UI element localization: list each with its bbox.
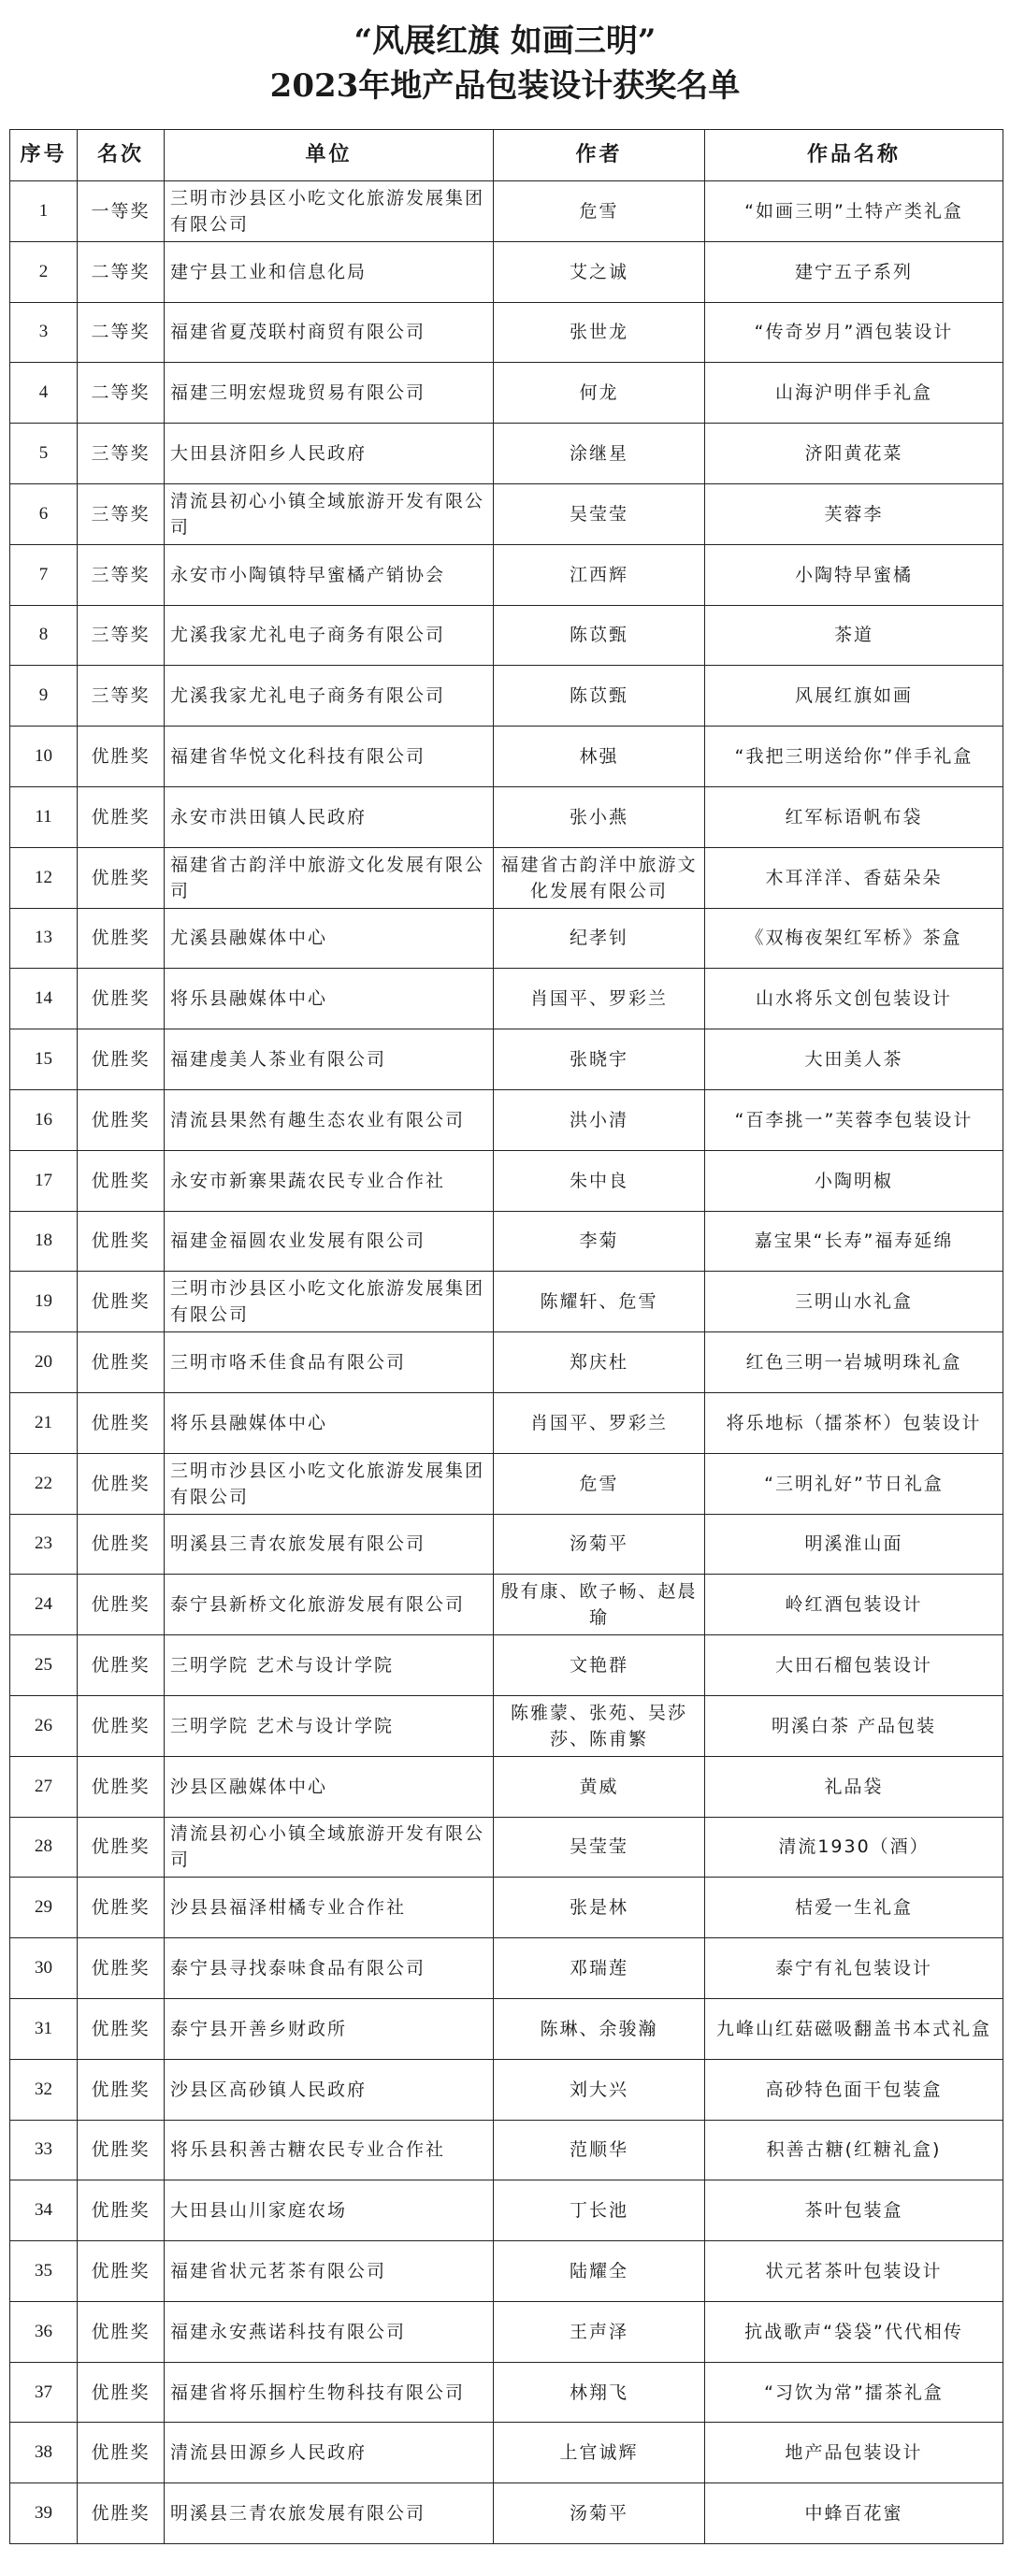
cell-index: 9 (10, 666, 78, 727)
cell-unit: 福建金福圆农业发展有限公司 (165, 1211, 494, 1272)
cell-work: 清流1930（酒） (705, 1817, 1003, 1878)
cell-work: 茶道 (705, 605, 1003, 666)
cell-rank: 优胜奖 (78, 1392, 165, 1453)
cell-rank: 优胜奖 (78, 2180, 165, 2241)
cell-index: 24 (10, 1575, 78, 1635)
cell-work: “如画三明”土特产类礼盒 (705, 181, 1003, 242)
cell-index: 31 (10, 1998, 78, 2059)
cell-index: 2 (10, 241, 78, 302)
cell-author: 范顺华 (494, 2120, 705, 2180)
cell-rank: 优胜奖 (78, 1332, 165, 1393)
table-row (10, 302, 1003, 363)
table-row (10, 2120, 1003, 2180)
cell-unit: 明溪县三青农旅发展有限公司 (165, 2483, 494, 2544)
cell-unit: 沙县区高砂镇人民政府 (165, 2059, 494, 2120)
cell-unit: 尤溪我家尤礼电子商务有限公司 (165, 666, 494, 727)
table-row (10, 1029, 1003, 1090)
cell-index: 27 (10, 1756, 78, 1817)
cell-rank: 优胜奖 (78, 1272, 165, 1332)
table-row (10, 666, 1003, 727)
table-row (10, 363, 1003, 424)
cell-unit: 三明市咯禾佳食品有限公司 (165, 1332, 494, 1393)
cell-work: 泰宁有礼包装设计 (705, 1938, 1003, 1999)
cell-index: 28 (10, 1817, 78, 1878)
cell-unit: 泰宁县寻找泰味食品有限公司 (165, 1938, 494, 1999)
cell-work: 风展红旗如画 (705, 666, 1003, 727)
cell-unit: 大田县山川家庭农场 (165, 2180, 494, 2241)
table-row (10, 2059, 1003, 2120)
cell-work: 三明山水礼盒 (705, 1272, 1003, 1332)
cell-rank: 优胜奖 (78, 1695, 165, 1756)
table-row (10, 1089, 1003, 1150)
cell-index: 20 (10, 1332, 78, 1393)
cell-unit: 三明市沙县区小吃文化旅游发展集团有限公司 (165, 1272, 494, 1332)
title-line-2: 2023年地产品包装设计获奖名单 (269, 67, 741, 105)
cell-author: 肖国平、罗彩兰 (494, 1392, 705, 1453)
cell-author: 陈苡甄 (494, 605, 705, 666)
cell-work: 嘉宝果“长寿”福寿延绵 (705, 1211, 1003, 1272)
cell-index: 11 (10, 786, 78, 847)
cell-work: 山水将乐文创包装设计 (705, 969, 1003, 1029)
table-row (10, 1817, 1003, 1878)
cell-index: 39 (10, 2483, 78, 2544)
cell-work: 芙蓉李 (705, 483, 1003, 544)
table-row (10, 1998, 1003, 2059)
cell-unit: 永安市新寨果蔬农民专业合作社 (165, 1150, 494, 1211)
cell-author: 陈雅蒙、张苑、吴莎莎、陈甫繁 (494, 1695, 705, 1756)
cell-work: 积善古糖(红糖礼盒) (705, 2120, 1003, 2180)
cell-author: 黄威 (494, 1756, 705, 1817)
table-row (10, 1575, 1003, 1635)
cell-author: 何龙 (494, 363, 705, 424)
cell-rank: 三等奖 (78, 424, 165, 484)
cell-rank: 优胜奖 (78, 1150, 165, 1211)
cell-unit: 三明学院 艺术与设计学院 (165, 1635, 494, 1696)
table-row (10, 181, 1003, 242)
table-row (10, 2483, 1003, 2544)
cell-rank: 优胜奖 (78, 786, 165, 847)
cell-rank: 优胜奖 (78, 2059, 165, 2120)
cell-unit: 清流县初心小镇全域旅游开发有限公司 (165, 483, 494, 544)
cell-author: 陈琳、余骏瀚 (494, 1998, 705, 2059)
cell-work: 高砂特色面干包装盒 (705, 2059, 1003, 2120)
cell-author: 文艳群 (494, 1635, 705, 1696)
table-row (10, 424, 1003, 484)
cell-work: “三明礼好”节日礼盒 (705, 1453, 1003, 1514)
cell-unit: 泰宁县新桥文化旅游发展有限公司 (165, 1575, 494, 1635)
cell-author: 危雪 (494, 1453, 705, 1514)
cell-index: 10 (10, 727, 78, 787)
cell-work: 木耳洋洋、香菇朵朵 (705, 847, 1003, 908)
cell-author: 张世龙 (494, 302, 705, 363)
cell-work: 小陶明椒 (705, 1150, 1003, 1211)
cell-author: 江西辉 (494, 544, 705, 605)
cell-rank: 二等奖 (78, 302, 165, 363)
cell-unit: 沙县县福泽柑橘专业合作社 (165, 1878, 494, 1938)
cell-work: 将乐地标（擂茶杯）包装设计 (705, 1392, 1003, 1453)
header-work: 作品名称 (705, 130, 1003, 181)
cell-unit: 沙县区融媒体中心 (165, 1756, 494, 1817)
cell-unit: 福建虔美人茶业有限公司 (165, 1029, 494, 1090)
cell-author: 王声泽 (494, 2301, 705, 2362)
cell-rank: 优胜奖 (78, 2483, 165, 2544)
cell-work: “百李挑一”芙蓉李包装设计 (705, 1089, 1003, 1150)
cell-index: 38 (10, 2423, 78, 2483)
table-row (10, 727, 1003, 787)
cell-author: 危雪 (494, 181, 705, 242)
cell-work: 抗战歌声“袋袋”代代相传 (705, 2301, 1003, 2362)
cell-index: 14 (10, 969, 78, 1029)
table-row (10, 1150, 1003, 1211)
table-row (10, 2301, 1003, 2362)
cell-rank: 优胜奖 (78, 1817, 165, 1878)
cell-rank: 优胜奖 (78, 1756, 165, 1817)
cell-index: 29 (10, 1878, 78, 1938)
cell-unit: 将乐县融媒体中心 (165, 969, 494, 1029)
cell-rank: 优胜奖 (78, 2301, 165, 2362)
cell-work: 《双梅夜架红军桥》茶盒 (705, 908, 1003, 969)
cell-index: 21 (10, 1392, 78, 1453)
cell-author: 邓瑞莲 (494, 1938, 705, 1999)
cell-work: “传奇岁月”酒包装设计 (705, 302, 1003, 363)
table-row (10, 2362, 1003, 2423)
cell-rank: 二等奖 (78, 241, 165, 302)
cell-rank: 优胜奖 (78, 727, 165, 787)
cell-index: 13 (10, 908, 78, 969)
header-rank: 名次 (78, 130, 165, 181)
table-row (10, 483, 1003, 544)
cell-work: 红色三明一岩城明珠礼盒 (705, 1332, 1003, 1393)
cell-unit: 建宁县工业和信息化局 (165, 241, 494, 302)
cell-author: 张小燕 (494, 786, 705, 847)
cell-work: 明溪淮山面 (705, 1514, 1003, 1575)
cell-rank: 优胜奖 (78, 1089, 165, 1150)
table-row (10, 969, 1003, 1029)
table-row (10, 2241, 1003, 2302)
cell-author: 汤菊平 (494, 1514, 705, 1575)
cell-unit: 福建永安燕诺科技有限公司 (165, 2301, 494, 2362)
cell-index: 4 (10, 363, 78, 424)
table-row (10, 1695, 1003, 1756)
cell-unit: 将乐县融媒体中心 (165, 1392, 494, 1453)
award-table (9, 129, 1003, 2544)
cell-unit: 永安市小陶镇特早蜜橘产销协会 (165, 544, 494, 605)
cell-author: 张晓宇 (494, 1029, 705, 1090)
cell-unit: 尤溪我家尤礼电子商务有限公司 (165, 605, 494, 666)
cell-author: 艾之诚 (494, 241, 705, 302)
table-row (10, 847, 1003, 908)
cell-author: 陈耀轩、危雪 (494, 1272, 705, 1332)
cell-author: 上官诚辉 (494, 2423, 705, 2483)
cell-work: 济阳黄花菜 (705, 424, 1003, 484)
cell-author: 汤菊平 (494, 2483, 705, 2544)
cell-author: 张是林 (494, 1878, 705, 1938)
cell-rank: 优胜奖 (78, 1453, 165, 1514)
header-index: 序号 (10, 130, 78, 181)
cell-unit: 福建省古韵洋中旅游文化发展有限公司 (165, 847, 494, 908)
table-header-row (10, 130, 1003, 181)
cell-index: 23 (10, 1514, 78, 1575)
cell-index: 37 (10, 2362, 78, 2423)
cell-unit: 尤溪县融媒体中心 (165, 908, 494, 969)
cell-rank: 一等奖 (78, 181, 165, 242)
cell-index: 34 (10, 2180, 78, 2241)
table-row (10, 1453, 1003, 1514)
cell-index: 1 (10, 181, 78, 242)
cell-work: 中蜂百花蜜 (705, 2483, 1003, 2544)
cell-unit: 清流县田源乡人民政府 (165, 2423, 494, 2483)
document-title (0, 0, 1010, 129)
cell-rank: 二等奖 (78, 363, 165, 424)
cell-unit: 福建省夏茂联村商贸有限公司 (165, 302, 494, 363)
cell-work: 小陶特早蜜橘 (705, 544, 1003, 605)
cell-index: 12 (10, 847, 78, 908)
cell-rank: 三等奖 (78, 666, 165, 727)
cell-unit: 大田县济阳乡人民政府 (165, 424, 494, 484)
cell-author: 林强 (494, 727, 705, 787)
cell-rank: 优胜奖 (78, 969, 165, 1029)
cell-unit: 福建省华悦文化科技有限公司 (165, 727, 494, 787)
cell-index: 33 (10, 2120, 78, 2180)
cell-index: 32 (10, 2059, 78, 2120)
cell-rank: 三等奖 (78, 605, 165, 666)
cell-work: 地产品包装设计 (705, 2423, 1003, 2483)
cell-index: 19 (10, 1272, 78, 1332)
cell-unit: 将乐县积善古糖农民专业合作社 (165, 2120, 494, 2180)
table-row (10, 2423, 1003, 2483)
cell-work: 状元茗茶叶包装设计 (705, 2241, 1003, 2302)
cell-rank: 优胜奖 (78, 1878, 165, 1938)
cell-rank: 优胜奖 (78, 1998, 165, 2059)
cell-unit: 福建省将乐掴柠生物科技有限公司 (165, 2362, 494, 2423)
cell-author: 福建省古韵洋中旅游文化发展有限公司 (494, 847, 705, 908)
cell-author: 李菊 (494, 1211, 705, 1272)
cell-author: 肖国平、罗彩兰 (494, 969, 705, 1029)
cell-author: 吴莹莹 (494, 1817, 705, 1878)
cell-work: 岭红酒包装设计 (705, 1575, 1003, 1635)
cell-author: 纪孝钊 (494, 908, 705, 969)
cell-unit: 福建省状元茗茶有限公司 (165, 2241, 494, 2302)
cell-rank: 优胜奖 (78, 1575, 165, 1635)
cell-unit: 三明市沙县区小吃文化旅游发展集团有限公司 (165, 1453, 494, 1514)
cell-index: 36 (10, 2301, 78, 2362)
cell-work: 红军标语帆布袋 (705, 786, 1003, 847)
cell-rank: 三等奖 (78, 544, 165, 605)
cell-rank: 优胜奖 (78, 2241, 165, 2302)
cell-index: 6 (10, 483, 78, 544)
cell-index: 15 (10, 1029, 78, 1090)
cell-rank: 优胜奖 (78, 1635, 165, 1696)
cell-index: 8 (10, 605, 78, 666)
cell-index: 30 (10, 1938, 78, 1999)
cell-work: 山海沪明伴手礼盒 (705, 363, 1003, 424)
cell-author: 林翔飞 (494, 2362, 705, 2423)
cell-work: 大田石榴包装设计 (705, 1635, 1003, 1696)
cell-author: 涂继星 (494, 424, 705, 484)
cell-unit: 清流县果然有趣生态农业有限公司 (165, 1089, 494, 1150)
cell-rank: 优胜奖 (78, 2423, 165, 2483)
table-row (10, 605, 1003, 666)
cell-index: 18 (10, 1211, 78, 1272)
table-row (10, 1332, 1003, 1393)
cell-work: 明溪白茶 产品包装 (705, 1695, 1003, 1756)
table-body (10, 181, 1003, 2544)
cell-author: 郑庆杜 (494, 1332, 705, 1393)
cell-index: 16 (10, 1089, 78, 1150)
cell-index: 3 (10, 302, 78, 363)
cell-author: 丁长池 (494, 2180, 705, 2241)
cell-index: 17 (10, 1150, 78, 1211)
cell-author: 洪小清 (494, 1089, 705, 1150)
cell-work: 建宁五子系列 (705, 241, 1003, 302)
table-row (10, 241, 1003, 302)
header-author: 作者 (494, 130, 705, 181)
table-row (10, 1635, 1003, 1696)
title-line-1: “风展红旗 如画三明” (354, 22, 656, 60)
table-row (10, 1211, 1003, 1272)
cell-unit: 三明学院 艺术与设计学院 (165, 1695, 494, 1756)
table-row (10, 908, 1003, 969)
cell-work: 茶叶包装盒 (705, 2180, 1003, 2241)
cell-unit: 泰宁县开善乡财政所 (165, 1998, 494, 2059)
cell-work: 大田美人茶 (705, 1029, 1003, 1090)
cell-work: “习饮为常”擂茶礼盒 (705, 2362, 1003, 2423)
cell-unit: 明溪县三青农旅发展有限公司 (165, 1514, 494, 1575)
cell-unit: 清流县初心小镇全域旅游开发有限公司 (165, 1817, 494, 1878)
cell-index: 26 (10, 1695, 78, 1756)
cell-rank: 优胜奖 (78, 847, 165, 908)
cell-index: 35 (10, 2241, 78, 2302)
table-row (10, 1514, 1003, 1575)
cell-rank: 优胜奖 (78, 2362, 165, 2423)
cell-unit: 永安市洪田镇人民政府 (165, 786, 494, 847)
cell-work: 桔爱一生礼盒 (705, 1878, 1003, 1938)
table-row (10, 1878, 1003, 1938)
table-row (10, 2180, 1003, 2241)
cell-index: 5 (10, 424, 78, 484)
cell-index: 7 (10, 544, 78, 605)
cell-author: 殷有康、欧子畅、赵晨瑜 (494, 1575, 705, 1635)
cell-unit: 福建三明宏煜珑贸易有限公司 (165, 363, 494, 424)
cell-author: 吴莹莹 (494, 483, 705, 544)
header-unit: 单位 (165, 130, 494, 181)
cell-rank: 优胜奖 (78, 1029, 165, 1090)
cell-rank: 优胜奖 (78, 2120, 165, 2180)
cell-author: 陆耀全 (494, 2241, 705, 2302)
cell-work: “我把三明送给你”伴手礼盒 (705, 727, 1003, 787)
cell-work: 九峰山红菇磁吸翻盖书本式礼盒 (705, 1998, 1003, 2059)
cell-index: 25 (10, 1635, 78, 1696)
cell-author: 朱中良 (494, 1150, 705, 1211)
cell-index: 22 (10, 1453, 78, 1514)
cell-rank: 优胜奖 (78, 1938, 165, 1999)
table-row (10, 1392, 1003, 1453)
cell-author: 刘大兴 (494, 2059, 705, 2120)
cell-rank: 优胜奖 (78, 1514, 165, 1575)
table-row (10, 1938, 1003, 1999)
cell-unit: 三明市沙县区小吃文化旅游发展集团有限公司 (165, 181, 494, 242)
table-row (10, 544, 1003, 605)
cell-rank: 优胜奖 (78, 908, 165, 969)
table-row (10, 1272, 1003, 1332)
table-row (10, 786, 1003, 847)
cell-work: 礼品袋 (705, 1756, 1003, 1817)
table-row (10, 1756, 1003, 1817)
cell-rank: 优胜奖 (78, 1211, 165, 1272)
cell-author: 陈苡甄 (494, 666, 705, 727)
cell-rank: 三等奖 (78, 483, 165, 544)
